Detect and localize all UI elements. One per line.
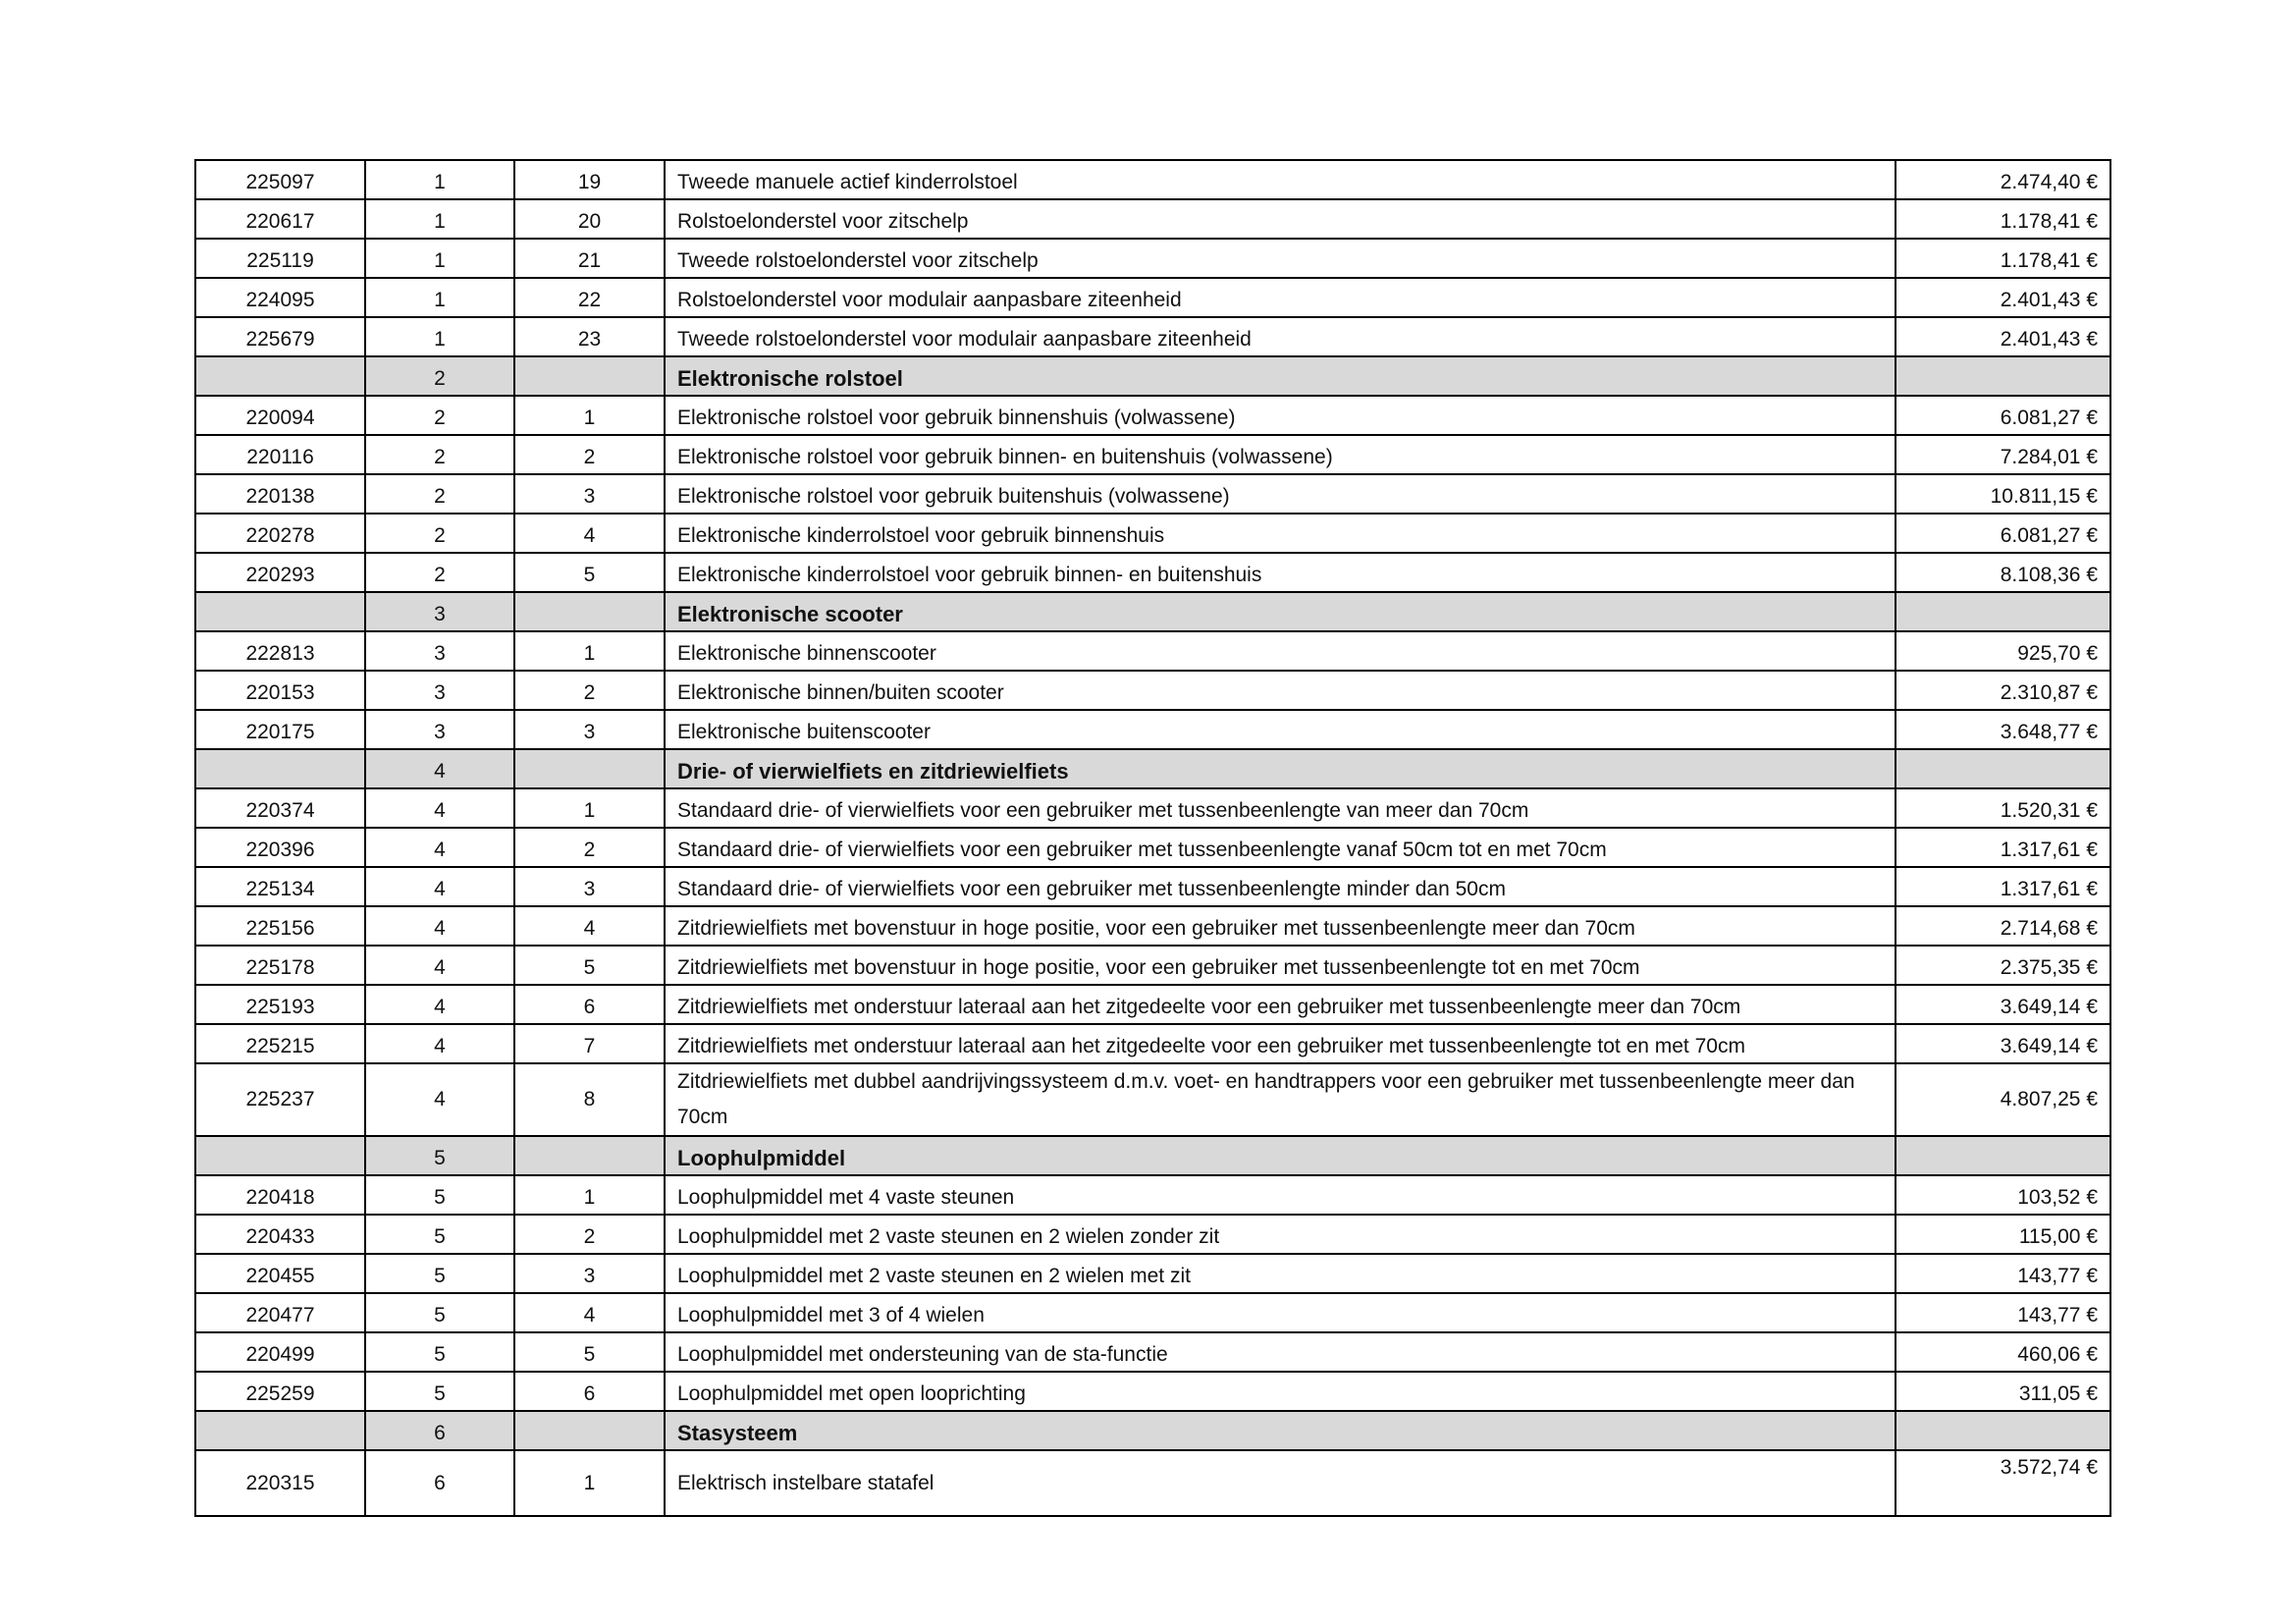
description-cell: Elektrisch instelbare statafel [665,1450,1896,1516]
group-cell: 1 [365,317,514,356]
table-row [195,1293,2110,1332]
price-cell: 7.284,01 € [1896,435,2110,474]
number-cell: 1 [514,788,665,828]
table-row [195,1215,2110,1254]
price-cell: 925,70 € [1896,631,2110,671]
code-cell: 225193 [195,985,365,1024]
table-row [195,1450,2110,1516]
code-cell: 220617 [195,199,365,239]
price-cell [1896,1411,2110,1450]
group-cell: 4 [365,788,514,828]
price-cell [1896,1136,2110,1175]
number-cell: 1 [514,1175,665,1215]
code-cell: 220116 [195,435,365,474]
number-cell: 23 [514,317,665,356]
code-cell: 220396 [195,828,365,867]
description-cell: Elektronische binnen/buiten scooter [665,671,1896,710]
group-title: Elektronische rolstoel [665,356,1896,396]
number-cell: 22 [514,278,665,317]
description-cell: Tweede rolstoelonderstel voor modulair aanpasbare ziteenheid [665,317,1896,356]
number-cell: 1 [514,396,665,435]
description-cell: Elektronische kinderrolstoel voor gebruik binnen- en buitenshuis [665,553,1896,592]
number-cell: 1 [514,631,665,671]
number-cell: 5 [514,946,665,985]
description-cell: Elektronische kinderrolstoel voor gebruik binnenshuis [665,514,1896,553]
price-cell: 1.317,61 € [1896,828,2110,867]
price-cell: 3.572,74 € [1896,1450,2110,1516]
price-cell: 2.714,68 € [1896,906,2110,946]
description-cell: Loophulpmiddel met 3 of 4 wielen [665,1293,1896,1332]
number-cell: 8 [514,1063,665,1136]
description-cell: Loophulpmiddel met 4 vaste steunen [665,1175,1896,1215]
description-cell: Elektronische rolstoel voor gebruik binnenshuis (volwassene) [665,396,1896,435]
number-cell [514,1136,665,1175]
code-cell: 225679 [195,317,365,356]
price-cell: 1.520,31 € [1896,788,2110,828]
table-row [195,160,2110,199]
table-row [195,239,2110,278]
group-cell: 4 [365,985,514,1024]
code-cell: 220138 [195,474,365,514]
code-cell: 225178 [195,946,365,985]
code-cell [195,356,365,396]
group-cell: 2 [365,514,514,553]
group-title: Drie- of vierwielfiets en zitdriewielfiets [665,749,1896,788]
group-cell: 3 [365,631,514,671]
code-cell: 220418 [195,1175,365,1215]
code-cell: 220293 [195,553,365,592]
price-cell [1896,592,2110,631]
code-cell: 220315 [195,1450,365,1516]
number-cell: 5 [514,553,665,592]
group-cell: 1 [365,199,514,239]
number-cell: 3 [514,474,665,514]
code-cell: 225156 [195,906,365,946]
price-cell: 3.648,77 € [1896,710,2110,749]
group-header-row [195,356,2110,396]
group-cell: 3 [365,592,514,631]
price-cell: 311,05 € [1896,1372,2110,1411]
group-cell: 4 [365,749,514,788]
group-cell: 2 [365,396,514,435]
description-cell: Elektronische rolstoel voor gebruik buitenshuis (volwassene) [665,474,1896,514]
table-row [195,1254,2110,1293]
price-cell: 2.375,35 € [1896,946,2110,985]
group-cell: 4 [365,828,514,867]
code-cell: 220433 [195,1215,365,1254]
price-cell [1896,749,2110,788]
group-header-row [195,749,2110,788]
number-cell: 3 [514,1254,665,1293]
number-cell: 6 [514,1372,665,1411]
description-cell: Loophulpmiddel met 2 vaste steunen en 2 wielen met zit [665,1254,1896,1293]
table-row [195,514,2110,553]
number-cell: 1 [514,1450,665,1516]
number-cell: 4 [514,1293,665,1332]
code-cell: 225097 [195,160,365,199]
price-cell: 2.474,40 € [1896,160,2110,199]
group-cell: 2 [365,474,514,514]
table-row [195,1332,2110,1372]
table-row [195,906,2110,946]
table-row [195,1024,2110,1063]
group-cell: 4 [365,1063,514,1136]
code-cell: 220094 [195,396,365,435]
group-cell: 6 [365,1450,514,1516]
code-cell: 222813 [195,631,365,671]
table-row [195,199,2110,239]
table-row [195,317,2110,356]
table-row [195,710,2110,749]
description-cell: Standaard drie- of vierwielfiets voor een gebruiker met tussenbeenlengte vanaf 50cm tot en met 70cm [665,828,1896,867]
code-cell: 220153 [195,671,365,710]
description-cell: Elektronische binnenscooter [665,631,1896,671]
code-cell: 225215 [195,1024,365,1063]
table-row [195,631,2110,671]
price-cell: 3.649,14 € [1896,985,2110,1024]
description-cell: Loophulpmiddel met ondersteuning van de sta-functie [665,1332,1896,1372]
description-cell: Rolstoelonderstel voor zitschelp [665,199,1896,239]
price-cell: 6.081,27 € [1896,514,2110,553]
description-cell: Rolstoelonderstel voor modulair aanpasbare ziteenheid [665,278,1896,317]
code-cell: 220455 [195,1254,365,1293]
number-cell: 19 [514,160,665,199]
group-cell: 5 [365,1136,514,1175]
table-row [195,867,2110,906]
table-row [195,553,2110,592]
table-row [195,278,2110,317]
description-cell: Zitdriewielfiets met bovenstuur in hoge positie, voor een gebruiker met tussenbeenlengte tot en met 70cm [665,946,1896,985]
group-cell: 2 [365,435,514,474]
price-table [194,159,2111,1517]
number-cell: 2 [514,435,665,474]
price-cell: 10.811,15 € [1896,474,2110,514]
number-cell: 2 [514,671,665,710]
table-row [195,985,2110,1024]
code-cell: 220278 [195,514,365,553]
price-cell: 143,77 € [1896,1293,2110,1332]
group-cell: 5 [365,1332,514,1372]
code-cell [195,592,365,631]
group-cell: 1 [365,278,514,317]
price-cell: 2.310,87 € [1896,671,2110,710]
table-row [195,671,2110,710]
description-cell: Zitdriewielfiets met bovenstuur in hoge positie, voor een gebruiker met tussenbeenlengte meer dan 70cm [665,906,1896,946]
number-cell: 4 [514,906,665,946]
code-cell: 225119 [195,239,365,278]
number-cell: 2 [514,828,665,867]
group-title: Elektronische scooter [665,592,1896,631]
number-cell: 7 [514,1024,665,1063]
price-cell: 143,77 € [1896,1254,2110,1293]
group-cell: 5 [365,1215,514,1254]
description-cell: Zitdriewielfiets met onderstuur lateraal aan het zitgedeelte voor een gebruiker met tussenbeenlengte meer dan 70cm [665,985,1896,1024]
group-cell: 4 [365,946,514,985]
price-cell: 4.807,25 € [1896,1063,2110,1136]
code-cell: 220374 [195,788,365,828]
price-cell: 1.178,41 € [1896,239,2110,278]
price-cell: 460,06 € [1896,1332,2110,1372]
table-row [195,1175,2110,1215]
number-cell: 5 [514,1332,665,1372]
group-cell: 4 [365,867,514,906]
group-cell: 5 [365,1254,514,1293]
group-header-row [195,1411,2110,1450]
table-row [195,1372,2110,1411]
description-cell: Zitdriewielfiets met onderstuur lateraal aan het zitgedeelte voor een gebruiker met tussenbeenlengte tot en met 70cm [665,1024,1896,1063]
price-cell: 1.178,41 € [1896,199,2110,239]
description-cell: Loophulpmiddel met 2 vaste steunen en 2 wielen zonder zit [665,1215,1896,1254]
number-cell: 3 [514,867,665,906]
group-cell: 2 [365,553,514,592]
price-cell [1896,356,2110,396]
table-body [195,160,2110,1516]
group-cell: 1 [365,239,514,278]
code-cell: 220499 [195,1332,365,1372]
code-cell: 225259 [195,1372,365,1411]
number-cell [514,1411,665,1450]
price-cell: 2.401,43 € [1896,278,2110,317]
price-cell: 8.108,36 € [1896,553,2110,592]
number-cell: 21 [514,239,665,278]
code-cell: 220175 [195,710,365,749]
code-cell [195,749,365,788]
price-cell: 1.317,61 € [1896,867,2110,906]
table-row [195,435,2110,474]
number-cell [514,356,665,396]
price-cell: 3.649,14 € [1896,1024,2110,1063]
number-cell: 20 [514,199,665,239]
table-row [195,828,2110,867]
code-cell: 225237 [195,1063,365,1136]
price-cell: 103,52 € [1896,1175,2110,1215]
price-cell: 6.081,27 € [1896,396,2110,435]
code-cell: 220477 [195,1293,365,1332]
code-cell: 225134 [195,867,365,906]
number-cell: 3 [514,710,665,749]
group-title: Loophulpmiddel [665,1136,1896,1175]
number-cell [514,592,665,631]
number-cell: 2 [514,1215,665,1254]
group-cell: 5 [365,1175,514,1215]
group-title: Stasysteem [665,1411,1896,1450]
table-row [195,396,2110,435]
group-cell: 3 [365,671,514,710]
description-cell: Zitdriewielfiets met dubbel aandrijvingssysteem d.m.v. voet- en handtrappers voor een gebruiker met tussenbeenlengte meer dan 70cm [665,1063,1896,1136]
group-cell: 5 [365,1293,514,1332]
group-cell: 1 [365,160,514,199]
group-header-row [195,592,2110,631]
code-cell [195,1136,365,1175]
table-row [195,946,2110,985]
group-cell: 5 [365,1372,514,1411]
description-cell: Elektronische buitenscooter [665,710,1896,749]
group-cell: 3 [365,710,514,749]
description-cell: Standaard drie- of vierwielfiets voor een gebruiker met tussenbeenlengte minder dan 50cm [665,867,1896,906]
description-cell: Elektronische rolstoel voor gebruik binnen- en buitenshuis (volwassene) [665,435,1896,474]
group-cell: 2 [365,356,514,396]
description-cell: Tweede manuele actief kinderrolstoel [665,160,1896,199]
code-cell: 224095 [195,278,365,317]
price-cell: 2.401,43 € [1896,317,2110,356]
group-cell: 4 [365,1024,514,1063]
table-row [195,1063,2110,1136]
group-header-row [195,1136,2110,1175]
number-cell [514,749,665,788]
description-cell: Tweede rolstoelonderstel voor zitschelp [665,239,1896,278]
table-row [195,788,2110,828]
table-row [195,474,2110,514]
code-cell [195,1411,365,1450]
price-cell: 115,00 € [1896,1215,2110,1254]
description-cell: Loophulpmiddel met open looprichting [665,1372,1896,1411]
group-cell: 4 [365,906,514,946]
number-cell: 6 [514,985,665,1024]
group-cell: 6 [365,1411,514,1450]
number-cell: 4 [514,514,665,553]
description-cell: Standaard drie- of vierwielfiets voor een gebruiker met tussenbeenlengte van meer dan 70cm [665,788,1896,828]
